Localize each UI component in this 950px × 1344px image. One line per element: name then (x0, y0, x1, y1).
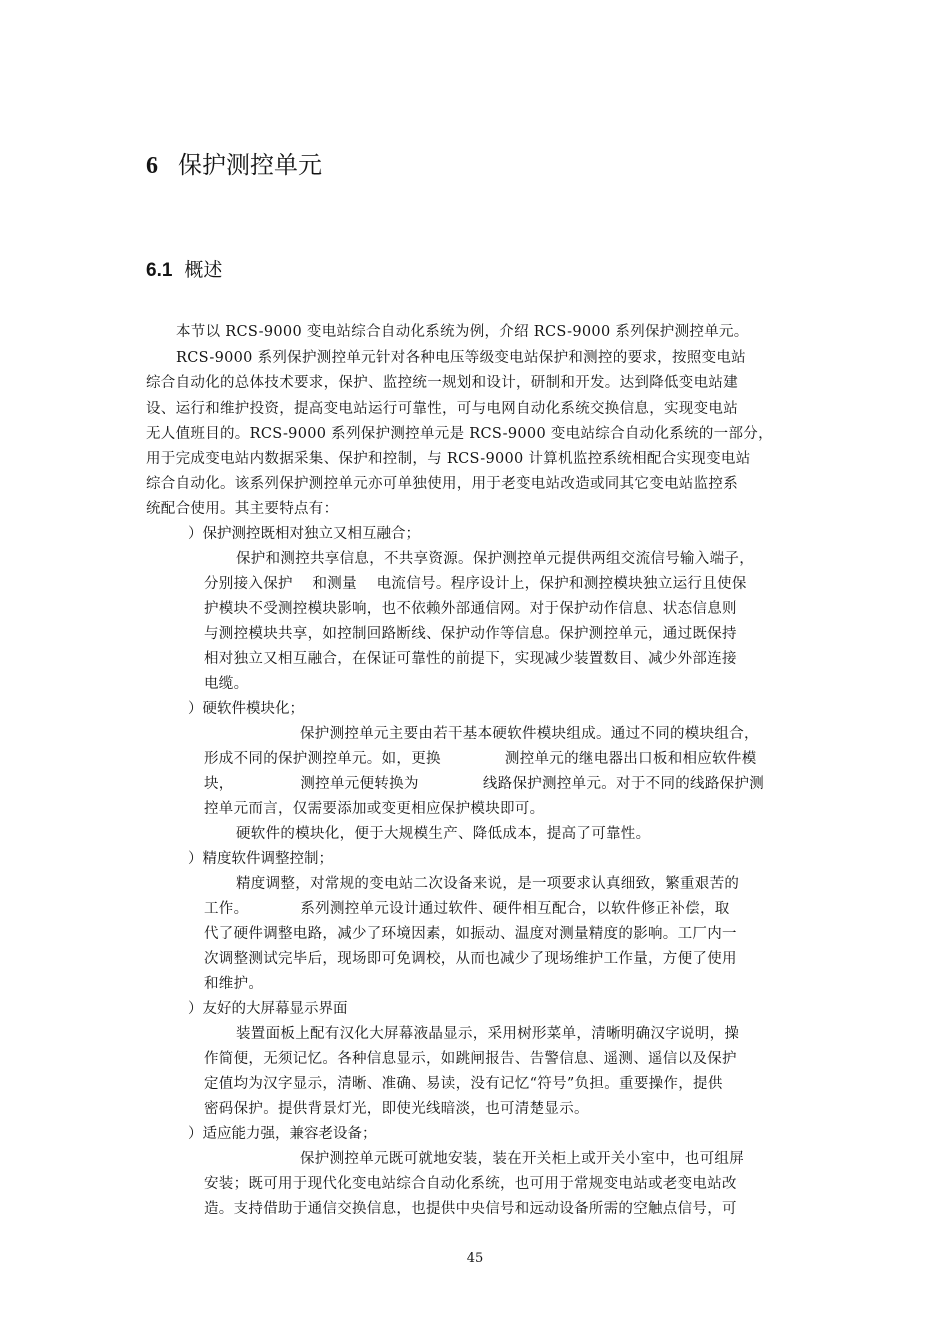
body-line: 精度调整，对常规的变电站二次设备来说，是一项要求认真细致，繁重艰苦的 (236, 876, 740, 892)
body-line: 硬软件的模块化，便于大规模生产、降低成本，提高了可靠性。 (236, 826, 651, 842)
body-line: 代了硬件调整电路，减少了环境因素，如振动、温度对测量精度的影响。工厂内一 (204, 926, 737, 942)
body-line: 造。支持借助于通信交换信息，也提供中央信号和远动设备所需的空触点信号，可 (204, 1201, 737, 1217)
body-line: 综合自动化。该系列保护测控单元亦可单独使用，用于老变电站改造或同其它变电站监控系 (146, 476, 738, 492)
body-line: 安装；既可用于现代化变电站综合自动化系统，也可用于常规变电站或老变电站改 (204, 1176, 737, 1192)
section-number: 6.1 (146, 260, 173, 281)
body-line: 和维护。 (204, 976, 264, 992)
body-line: 相对独立又相互融合，在保证可靠性的前提下，实现减少装置数目、减少外部连接 (204, 651, 737, 667)
body-line: 本节以 RCS-9000 变电站综合自动化系统为例，介绍 RCS-9000 系列保护测控单元。 (176, 324, 749, 340)
body-line: 控单元而言，仅需要添加或变更相应保护模块即可。 (204, 801, 545, 817)
body-line: 保护测控单元主要由若干基本硬软件模块组成。通过不同的模块组合， (300, 726, 759, 742)
body-line: 分别接入保护 和测量 电流信号。程序设计上，保护和测控模块独立运行且使保 (204, 576, 747, 592)
section-heading (146, 256, 222, 285)
page-number: 45 (466, 1251, 484, 1266)
body-line: 次调整测试完毕后，现场即可免调校，从而也减少了现场维护工作量，方便了使用 (204, 951, 737, 967)
chapter-number: 6 (146, 153, 158, 179)
feature-heading: ）适应能力强，兼容老设备； (188, 1126, 377, 1142)
chapter-title: 保护测控单元 (178, 151, 322, 179)
body-line: 电缆。 (204, 676, 249, 692)
body-line: 作简便，无须记忆。各种信息显示，如跳闸报告、告警信息、遥测、遥信以及保护 (204, 1051, 737, 1067)
chapter-heading (146, 148, 322, 183)
body-line: 定值均为汉字显示，清晰、准确、易读，没有记忆“符号”负担。重要操作，提供 (204, 1076, 723, 1092)
body-line: 密码保护。提供背景灯光，即使光线暗淡，也可清楚显示。 (204, 1101, 589, 1117)
body-line: 块， 测控单元便转换为 线路保护测控单元。对于不同的线路保护测 (204, 776, 765, 792)
body-line: 无人值班目的。RCS-9000 系列保护测控单元是 RCS-9000 变电站综合自动化系统的一部分， (146, 426, 773, 442)
body-line: 设、运行和维护投资，提高变电站运行可靠性，可与电网自动化系统交换信息，实现变电站 (146, 401, 738, 417)
body-line: 与测控模块共享，如控制回路断线、保护动作等信息。保护测控单元，通过既保持 (204, 626, 737, 642)
body-line: 保护测控单元既可就地安装，装在开关柜上或开关小室中，也可组屏 (300, 1151, 744, 1167)
body-line: 保护和测控共享信息，不共享资源。保护测控单元提供两组交流信号输入端子， (236, 551, 754, 567)
feature-heading: ）硬软件模块化； (188, 701, 304, 717)
body-line: 综合自动化的总体技术要求，保护、监控统一规划和设计，研制和开发。达到降低变电站建 (146, 375, 738, 391)
feature-heading: ）精度软件调整控制； (188, 851, 333, 867)
body-line: 工作。 系列测控单元设计通过软件、硬件相互配合，以软件修正补偿，取 (204, 901, 730, 917)
body-line: 用于完成变电站内数据采集、保护和控制，与 RCS-9000 计算机监控系统相配合实现变电站 (146, 451, 751, 467)
body-line: 形成不同的保护测控单元。如，更换 测控单元的继电器出口板和相应软件模 (204, 751, 757, 767)
feature-heading: ）保护测控既相对独立又相互融合； (188, 526, 420, 542)
body-line: 装置面板上配有汉化大屏幕液晶显示，采用树形菜单，清晰明确汉字说明，操 (236, 1026, 740, 1042)
section-title: 概述 (184, 259, 223, 281)
feature-heading: ）友好的大屏幕显示界面 (188, 1001, 348, 1017)
body-line: RCS-9000 系列保护测控单元针对各种电压等级变电站保护和测控的要求，按照变电站 (176, 350, 746, 366)
body-line: 统配合使用。其主要特点有： (146, 501, 339, 517)
body-line: 护模块不受测控模块影响，也不依赖外部通信网。对于保护动作信息、状态信息则 (204, 601, 737, 617)
